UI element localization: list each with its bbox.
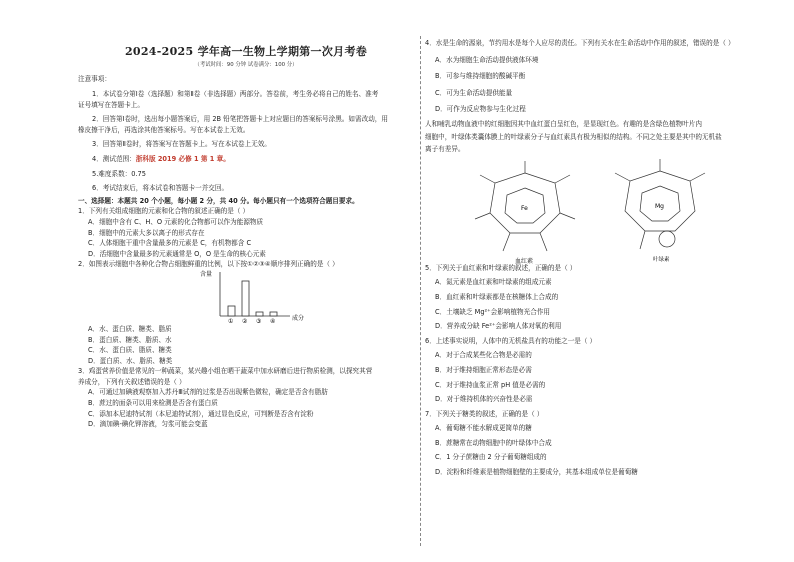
q5-option-a: A．氮元素是血红素和叶绿素的组成元素 bbox=[435, 278, 552, 287]
q2-stem: 2．如图表示细胞中各种化合物占细胞鲜重的比例，以下按①②③④顺序排列正确的是（ ） bbox=[78, 260, 339, 269]
chart-bar bbox=[270, 312, 277, 316]
heme-ring bbox=[490, 173, 560, 233]
chart-y-label: 含量 bbox=[200, 270, 213, 278]
molecule-diagram bbox=[445, 153, 745, 265]
chart-tick-label: ④ bbox=[270, 317, 276, 325]
notice-line: 橡皮擦干净后，再选涂其他答案标号。写在本试卷上无效。 bbox=[78, 125, 250, 134]
notice-line: 2．回答第Ⅰ卷时，选出每小题答案后，用 2B 铅笔把答题卡上对应题目的答案标号涂黑。如需改动，用 bbox=[92, 115, 388, 124]
q2-option-b: B．蛋白质、糖类、脂质、水 bbox=[88, 335, 172, 344]
q6-option-b: B．对于维持细胞正常形态是必需 bbox=[435, 365, 532, 374]
q3-stem-cont: 养成分，下列有关叙述错误的是（ ） bbox=[78, 377, 186, 386]
q1-option-c: C．人体细胞干重中含量最多的元素是 C，有机物都含 C bbox=[88, 239, 252, 248]
notice-line: 6．考试结束后，将本试卷和答题卡一并交回。 bbox=[92, 184, 229, 193]
q2-option-d: D．蛋白质、水、脂质、糖类 bbox=[88, 356, 173, 365]
left-column bbox=[78, 36, 414, 428]
q2-bar-chart bbox=[198, 268, 308, 326]
q6-option-c: C．对于维持血浆正常 pH 值是必需的 bbox=[435, 380, 546, 389]
q3-option-a: A．可通过加碘液观察加入苏丹Ⅲ试剂的过浆是否出现紫色微粒，确定是否含有脂肪 bbox=[88, 388, 328, 397]
chlorophyll-label: 叶绿素 bbox=[653, 256, 670, 263]
q2-chart-svg bbox=[198, 268, 308, 326]
q4-stem: 4．水是生命的源泉，节约用水是每个人应尽的责任。下列有关水在生命活动中作用的叙述，错误的是（ ） bbox=[425, 39, 735, 47]
notice-line: 1．本试卷分第Ⅰ卷（选择题）和第Ⅱ卷（非选择题）两部分。答卷前，考生务必将自己的姓名、准考 bbox=[92, 90, 379, 98]
notice-scope-prefix: 4．测试范围： bbox=[92, 154, 136, 163]
column-divider bbox=[420, 36, 421, 546]
chart-tick-label: ③ bbox=[256, 317, 262, 325]
q4-option-b: B．可参与维持细胞的酸碱平衡 bbox=[435, 72, 526, 81]
notice-line: 证号填写在答题卡上。 bbox=[78, 100, 144, 109]
heme-label: 血红素 bbox=[515, 257, 534, 265]
page-title: 2024-2025 学年高一生物上学期第一次月考卷 bbox=[124, 45, 368, 58]
chlorophyll-ring bbox=[625, 171, 695, 231]
q6-option-a: A．对于合成某些化合物是必需的 bbox=[435, 351, 532, 360]
q7-option-a: A．葡萄糖不能水解成更简单的糖 bbox=[435, 424, 532, 433]
q3-option-c: C．添加本尼迪特试剂（本尼迪特试剂），通过显色反应，可判断是否含有淀粉 bbox=[88, 409, 314, 418]
q7-option-b: B．蔗糖常在动物细胞中的叶绿体中合成 bbox=[435, 438, 552, 447]
notice-scope bbox=[78, 156, 414, 163]
structure-figures bbox=[425, 153, 765, 265]
q5-option-b: B．血红素和叶绿素都是在核糖体上合成的 bbox=[435, 292, 559, 301]
q1-option-d: D．活细胞中含量最多的元素通常是 O，O 是生命的核心元素 bbox=[88, 249, 266, 258]
q5-stem: 5．下列关于血红素和叶绿素的叙述，正确的是（ ） bbox=[425, 263, 577, 272]
chart-bar bbox=[242, 281, 249, 316]
chart-x-label: 成分 bbox=[292, 314, 305, 322]
chart-bar bbox=[228, 306, 235, 316]
q5-option-c: C．土壤缺乏 Mg²⁺会影响植物光合作用 bbox=[435, 307, 551, 316]
q1-option-b: B．细胞中的元素大多以离子的形式存在 bbox=[88, 228, 205, 237]
q7-stem: 7．下列关于糖类的叙述，正确的是（ ） bbox=[425, 409, 544, 418]
q5-option-d: D．营养成分缺 Fe²⁺会影响人体对氧的利用 bbox=[435, 322, 562, 331]
q1-option-a: A．细胞中含有 C、H、O 元素的化合物都可以作为能源物质 bbox=[88, 217, 264, 226]
right-column bbox=[425, 36, 765, 476]
passage-line: 细胞中，叶绿体类囊体膜上的叶绿素分子与血红素具有极为相似的结构。不同之处主要是其中的无机盐 bbox=[425, 132, 722, 141]
q3-option-b: B．蔗过的面条可以用来检测是否含有蛋白质 bbox=[88, 399, 218, 408]
q6-option-d: D．对于维持机体的兴奋性是必需 bbox=[435, 395, 533, 404]
chart-tick-label: ① bbox=[228, 317, 234, 325]
section-heading: 一、选择题：本题共 20 个小题，每小题 2 分，共 40 分。每小题只有一个选项符合题目要求。 bbox=[78, 196, 359, 205]
passage-line: 人和哺乳动物血液中的红细胞因其中血红蛋白呈红色，是显现红色。有趣的是含绿色植物叶片内 bbox=[425, 119, 702, 128]
chlorophyll-side-ring bbox=[659, 231, 675, 247]
q3-option-d: D．滴加碘-碘化钾溶液，匀浆可能会变蓝 bbox=[88, 420, 208, 429]
q2-option-c: C．水、蛋白质、脂质、糖类 bbox=[88, 346, 172, 355]
notice-line: 3．回答第Ⅱ卷时，将答案写在答题卡上。写在本试卷上无效。 bbox=[92, 140, 271, 149]
passage-line: 离子有差异。 bbox=[425, 145, 465, 154]
page-subtitle: （考试时间：90 分钟 试卷满分：100 分） bbox=[194, 62, 298, 68]
q7-option-d: D．淀粉和纤维素是植物细胞壁的主要成分，其基本组成单位是葡萄糖 bbox=[435, 468, 638, 477]
notice-scope-value: 浙科版 2019 必修 1 第 1 章。 bbox=[135, 154, 230, 163]
q4-option-a: A．水为细胞生命活动提供液体环境 bbox=[435, 55, 539, 64]
chart-bar bbox=[256, 312, 263, 316]
chart-tick-label: ② bbox=[242, 317, 248, 325]
q6-stem: 6．上述事实说明，人体中的无机盐具有的功能之一是（ ） bbox=[425, 336, 597, 345]
q2-option-a: A．水、蛋白质、糖类、脂质 bbox=[88, 324, 172, 333]
heme-iron-label: Fe bbox=[521, 204, 528, 212]
notice-difficulty: 5.难度系数：0.75 bbox=[92, 169, 146, 178]
q4-option-c: C．可为生命活动提供能量 bbox=[435, 88, 513, 97]
q4-option-d: D．可作为反应物参与生化过程 bbox=[435, 105, 526, 114]
q1-stem: 1．下列有关组成细胞的元素和化合物的叙述正确的是（ ） bbox=[78, 207, 250, 216]
q7-option-c: C．1 分子蔗糖由 2 分子葡萄糖组成的 bbox=[435, 453, 547, 462]
notice-heading: 注意事项： bbox=[78, 75, 111, 84]
chlorophyll-mg-label: Mg bbox=[655, 202, 664, 210]
q3-stem: 3．鸡蛋营养价值是常见的一种蔬菜，某兴趣小组在晒干蔬菜中加水研磨后进行物质检测，以探究其营 bbox=[78, 367, 373, 376]
